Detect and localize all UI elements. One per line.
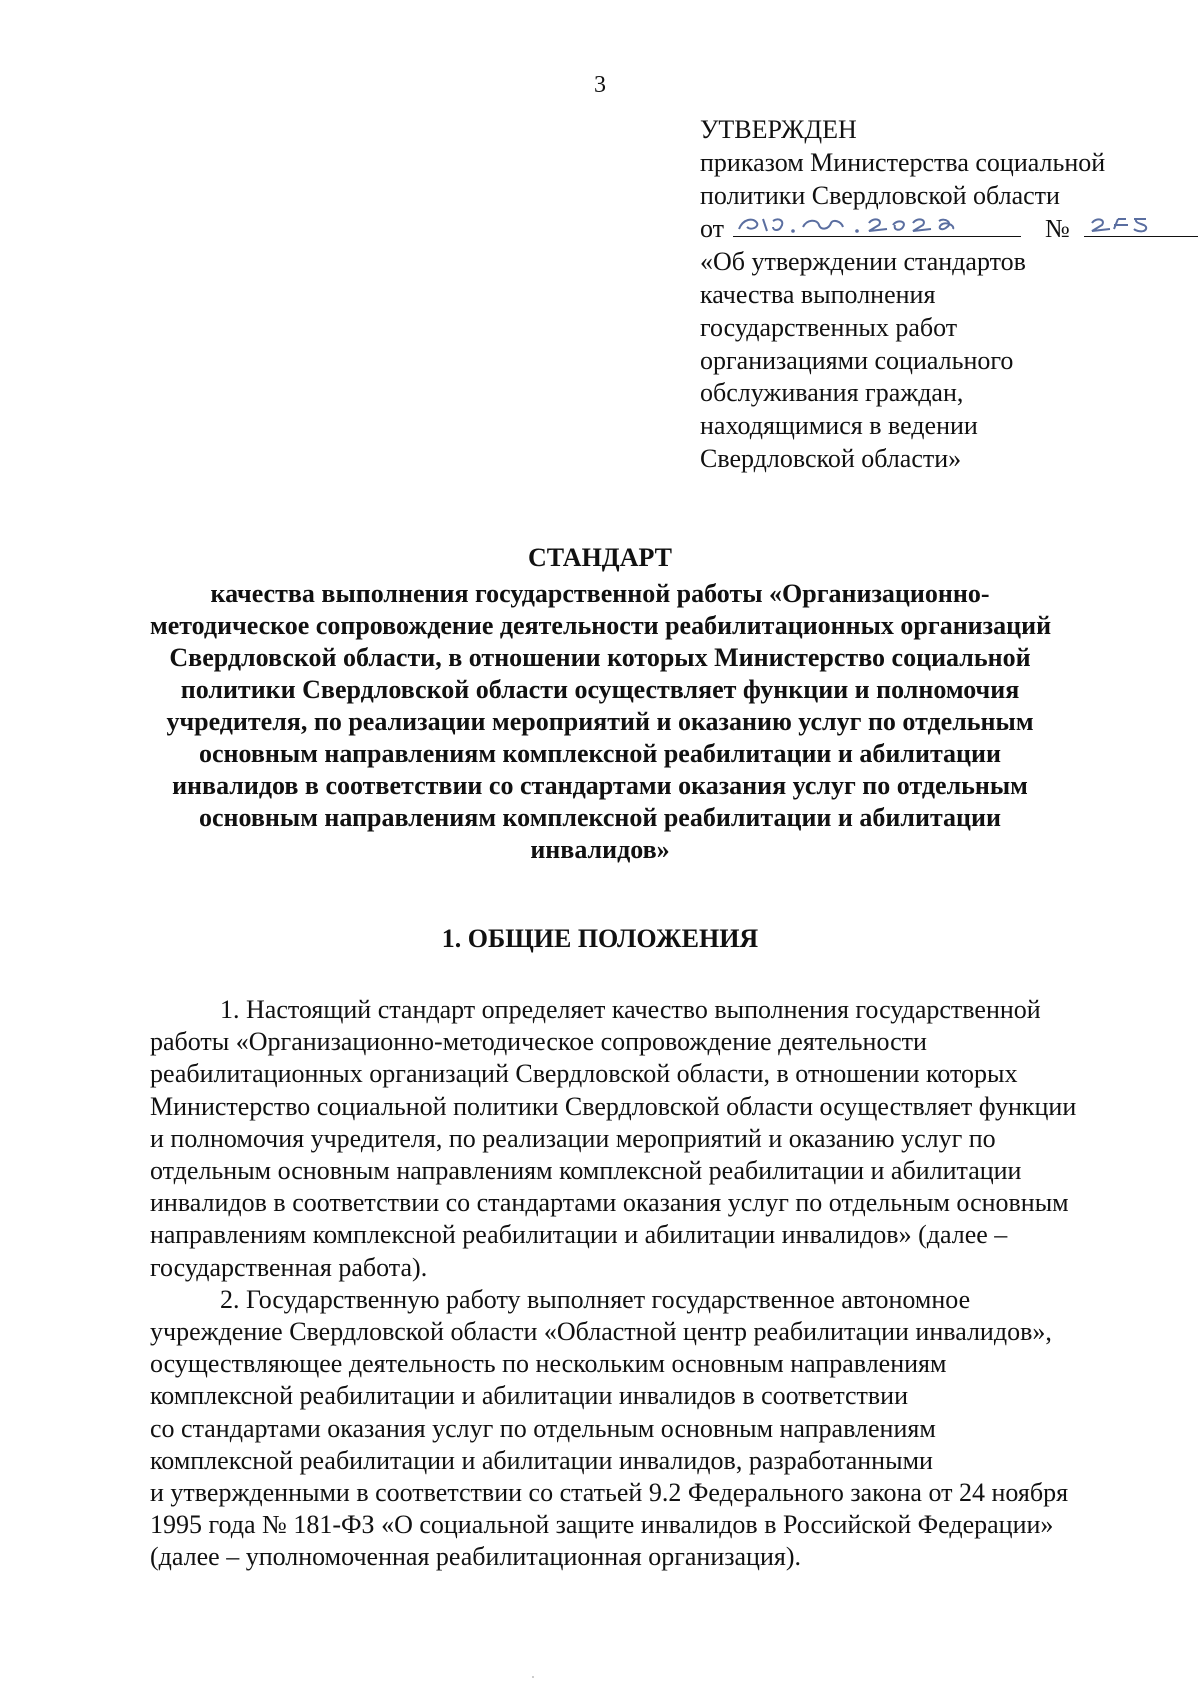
paragraph-1-line: отдельным основным направлениям комплексной реабилитации и абилитации [150,1156,1022,1186]
title-line: политики Свердловской области осуществляет функции и полномочия [180,675,1020,704]
paragraph-1-line: направлениям комплексной реабилитации и абилитации инвалидов» (далее – [150,1220,1008,1250]
approval-line: политики Свердловской области [700,180,1060,210]
approval-date-number-line [700,212,1160,246]
approval-subject-line: находящимися в ведении [700,411,978,441]
approval-subject-line: обслуживания граждан, [700,378,964,408]
title-main: СТАНДАРТ [527,543,673,572]
handwritten-date-icon [733,213,1003,235]
handwritten-number-icon [1084,213,1194,235]
paragraph-1-line: Министерство социальной политики Свердловской области осуществляет функции [150,1091,1077,1121]
title-line: методическое сопровождение деятельности реабилитационных организаций [150,611,1052,640]
number-sign: № [1045,214,1070,244]
title-line: основным направлениям комплексной реабилитации и абилитации [199,803,1001,832]
handwritten-date [733,212,1021,237]
approval-subject-line: «Об утверждении стандартов [700,247,1026,277]
approval-subject-line: государственных работ [700,312,958,342]
paragraph-1-line: 1. Настоящий стандарт определяет качество выполнения государственной [220,995,1041,1024]
approval-subject-line: Свердловской области» [700,443,962,473]
title-line: инвалидов» [530,835,670,864]
paragraph-2-line: 2. Государственную работу выполняет государственное автономное [220,1284,971,1314]
title-line: качества выполнения государственной работы «Организационно- [210,579,990,608]
handwritten-number [1084,212,1198,237]
page-number: 3 [594,72,606,98]
approval-subject-line: качества выполнения [700,279,936,309]
paragraph-2-line: со стандартами оказания услуг по отдельным основным направлениям [150,1413,936,1443]
title-line: Свердловской области, в отношении которых Министерство социальной [169,643,1031,672]
paragraph-2-line: (далее – уполномоченная реабилитационная организация). [150,1542,801,1572]
paragraph-2-line: и утвержденными в соответствии со статьей 9.2 Федерального закона от 24 ноября [150,1478,1069,1508]
approval-subject-line: организациями социального [700,345,1014,375]
scan-speck [532,1676,534,1678]
paragraph-1-line: государственная работа). [150,1252,428,1282]
paragraph-2-line: комплексной реабилитации и абилитации инвалидов в соответствии [150,1381,908,1411]
title-line: основным направлениям комплексной реабилитации и абилитации [199,739,1001,768]
paragraph-1-line: работы «Организационно-методическое сопровождение деятельности [150,1027,927,1057]
body-text [150,994,1160,1574]
approval-line: приказом Министерства социальной [700,147,1106,177]
document-title [150,540,1050,866]
paragraph-1-line: реабилитационных организаций Свердловской области, в отношении которых [150,1059,1018,1089]
title-line: учредителя, по реализации мероприятий и оказанию услуг по отдельным [166,707,1034,736]
approval-block [700,114,1160,476]
section-heading: 1. ОБЩИЕ ПОЛОЖЕНИЯ [441,924,759,953]
paragraph-2-line: комплексной реабилитации и абилитации инвалидов, разработанными [150,1445,933,1475]
paragraph-2-line: 1995 года № 181-ФЗ «О социальной защите инвалидов в Российской Федерации» [150,1510,1054,1540]
paragraph-2-line: учреждение Свердловской области «Областной центр реабилитации инвалидов», [150,1317,1052,1347]
paragraph-1-line: инвалидов в соответствии со стандартами оказания услуг по отдельным основным [150,1188,1069,1218]
title-line: инвалидов в соответствии со стандартами оказания услуг по отдельным [172,771,1028,800]
paragraph-1-line: и полномочия учредителя, по реализации мероприятий и оказанию услуг по [150,1123,996,1153]
date-prefix: от [700,214,725,244]
approval-heading: УТВЕРЖДЕН [700,115,857,144]
paragraph-2-line: осуществляющее деятельность по нескольким основным направлениям [150,1349,947,1379]
